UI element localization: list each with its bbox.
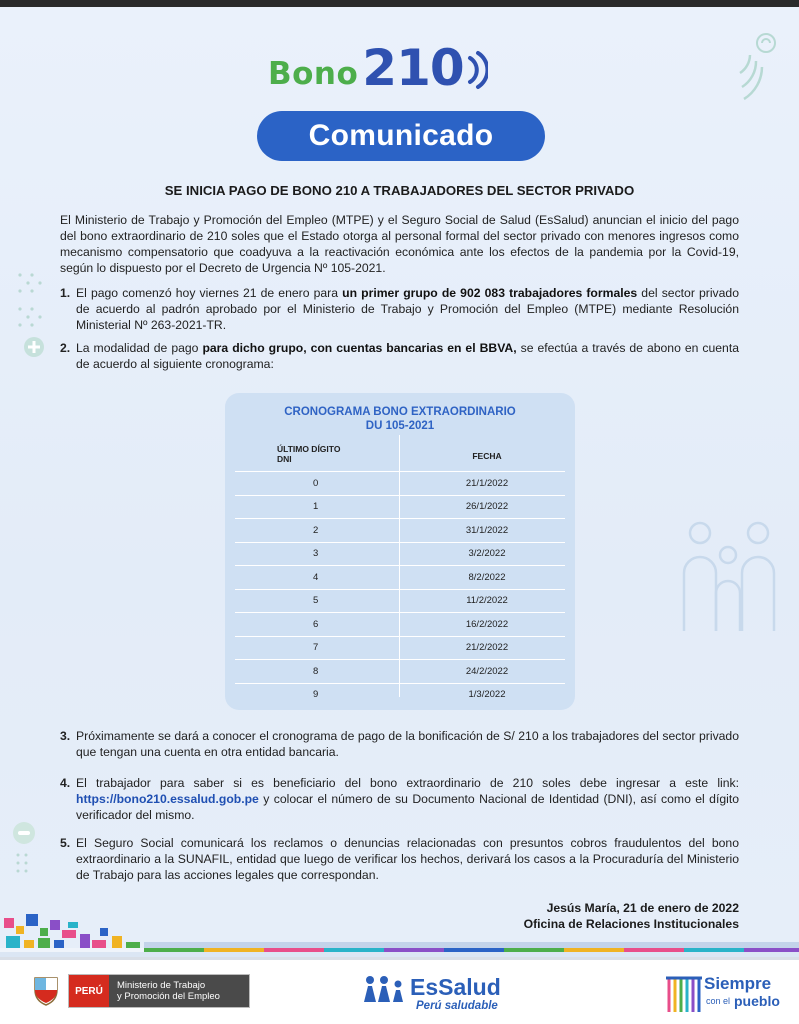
peru-shield-icon (32, 975, 60, 1007)
table-row (235, 683, 565, 707)
item-text: La modalidad de pago (76, 341, 203, 355)
footer (0, 957, 799, 1024)
list-item-4 (60, 775, 739, 823)
item-text: El Seguro Social comunicará los reclamos o denuncias relacionadas con presuntos cobros fraudulentos del bono extraordinario a la SUNAFIL, entidad que luego de verificar los hechos, derivará los casos a la Procuraduría del Ministerio de Trabajo para las acciones legales que correspondan. (76, 836, 739, 882)
item-number: 1. (60, 286, 71, 300)
row-date: 11/2/2022 (466, 595, 508, 607)
list-item-3 (60, 728, 739, 760)
logo-waves-icon (466, 50, 488, 90)
table-row (235, 659, 565, 683)
dots-decoration-icon (14, 269, 54, 359)
schedule-title-line: DU 105-2021 (365, 420, 435, 432)
schedule-title (225, 405, 575, 433)
row-digit: 2 (313, 524, 319, 536)
row-date: 21/1/2022 (465, 477, 509, 489)
announcement-poster (0, 7, 799, 957)
row-digit: 4 (313, 571, 319, 583)
plus-bubble-icon (8, 819, 48, 889)
row-digit: 1 (313, 501, 319, 513)
table-row (235, 495, 565, 519)
row-digit: 5 (313, 595, 319, 607)
ministry-name-line: Ministerio de Trabajo (117, 980, 206, 991)
row-date: 31/1/2022 (465, 524, 509, 536)
ministry-badge (68, 974, 250, 1008)
signature-office: Oficina de Relaciones Institucionales (523, 917, 739, 931)
header-digit (235, 441, 409, 471)
table-row (235, 589, 565, 613)
item-emphasis: un primer grupo de 902 083 trabajadores formales (342, 286, 638, 300)
table-body (235, 471, 565, 706)
comunicado-pill: Comunicado (257, 111, 545, 161)
essalud-people-icon (362, 974, 408, 1004)
logo-number: 210 (362, 39, 464, 97)
row-digit: 6 (313, 618, 319, 630)
con-el-text: con el (706, 996, 731, 1006)
row-digit: 0 (313, 477, 319, 489)
item-text: Próximamente se dará a conocer el cronograma de pago de la bonificación de S/ 210 a los trabajadores del sector privado que tengan una cuenta en otra entidad bancaria. (76, 729, 739, 759)
schedule-table (225, 393, 575, 710)
item-number: 3. (60, 729, 71, 743)
colored-pillars-icon (666, 974, 702, 1014)
signature-date: Jesús María, 21 de enero de 2022 (546, 901, 739, 915)
family-outline-icon (672, 513, 784, 633)
header-date: FECHA (472, 451, 502, 461)
item-text: del sector privado de acuerdo al padrón aprobado por el Ministerio de Trabajo y Promoción del Empleo (MTPE) mediante Resolución Ministerial Nº 263-2021-TR. (76, 286, 739, 332)
table-row (235, 636, 565, 660)
table-row (235, 542, 565, 566)
bono-link[interactable]: https://bono210.essalud.gob.pe (76, 792, 259, 806)
row-digit: 3 (313, 548, 319, 560)
table-header (235, 441, 565, 471)
row-date: 21/2/2022 (465, 642, 509, 654)
header-digit-line: ÚLTIMO DÍGITO (277, 444, 341, 454)
signal-waves-icon (706, 25, 786, 105)
siempre-text: Siempre (704, 974, 772, 993)
table-row (235, 612, 565, 636)
row-date: 8/2/2022 (468, 571, 506, 583)
header-digit-line: DNI (277, 454, 292, 464)
ministry-name-line: y Promoción del Empleo (117, 991, 220, 1002)
table-row (235, 471, 565, 495)
item-text: El trabajador para saber si es beneficiario del bono extraordinario de 210 soles debe ingresar a este link: (76, 776, 739, 790)
item-text: El pago comenzó hoy viernes 21 de enero para (76, 286, 343, 300)
pueblo-text: pueblo (734, 993, 780, 1009)
top-strip (0, 0, 799, 7)
item-emphasis: para dicho grupo, con cuentas bancarias en el BBVA, (202, 341, 517, 355)
row-date: 24/2/2022 (465, 665, 509, 677)
row-digit: 9 (313, 689, 319, 701)
row-date: 3/2/2022 (468, 548, 506, 560)
headline: SE INICIA PAGO DE BONO 210 A TRABAJADORES DEL SECTOR PRIVADO (164, 183, 635, 198)
siempre-con-el-pueblo-logo (666, 972, 780, 1016)
peru-label: PERÚ (69, 975, 109, 1007)
intro-paragraph: El Ministerio de Trabajo y Promoción del Empleo (MTPE) y el Seguro Social de Salud (EsSalud) anuncian el inicio del pago del bono extraordinario de 210 soles que el Estado otorga al personal formal del sector privado con menores ingresos como mecanismo compensatorio que coadyuva a la reactivación económica ante los efectos de la pandemia por la Covid-19, según lo dispuesto por el Decreto de Urgencia Nº 105-2021. (60, 213, 739, 275)
list-item-5 (60, 835, 739, 883)
item-number: 5. (60, 836, 71, 850)
row-digit: 8 (313, 665, 319, 677)
bono-210-logo (268, 33, 488, 103)
item-number: 4. (60, 776, 71, 790)
row-date: 1/3/2022 (468, 689, 506, 701)
ministry-logo (32, 974, 250, 1008)
item-text: y colocar el número de su Documento Nacional de Identidad (DNI), así como el dígito verificador del mismo. (76, 792, 739, 822)
essalud-name: EsSalud (410, 974, 501, 1000)
essalud-logo (362, 972, 512, 1016)
table-row (235, 565, 565, 589)
essalud-tagline: Perú saludable (416, 1000, 498, 1012)
item-text: se efectúa a través de abono en cuenta de acuerdo al siguiente cronograma: (76, 341, 739, 371)
logo-word: Bono (268, 56, 359, 92)
pixel-pattern-decoration (0, 900, 799, 957)
row-date: 16/2/2022 (465, 618, 509, 630)
item-number: 2. (60, 341, 71, 355)
ministry-name (109, 975, 249, 1007)
row-date: 26/1/2022 (465, 501, 509, 513)
schedule-title-line: CRONOGRAMA BONO EXTRAORDINARIO (284, 406, 516, 418)
list-item-2 (60, 340, 739, 372)
list-item-1 (60, 285, 739, 333)
table-row (235, 518, 565, 542)
row-digit: 7 (313, 642, 319, 654)
